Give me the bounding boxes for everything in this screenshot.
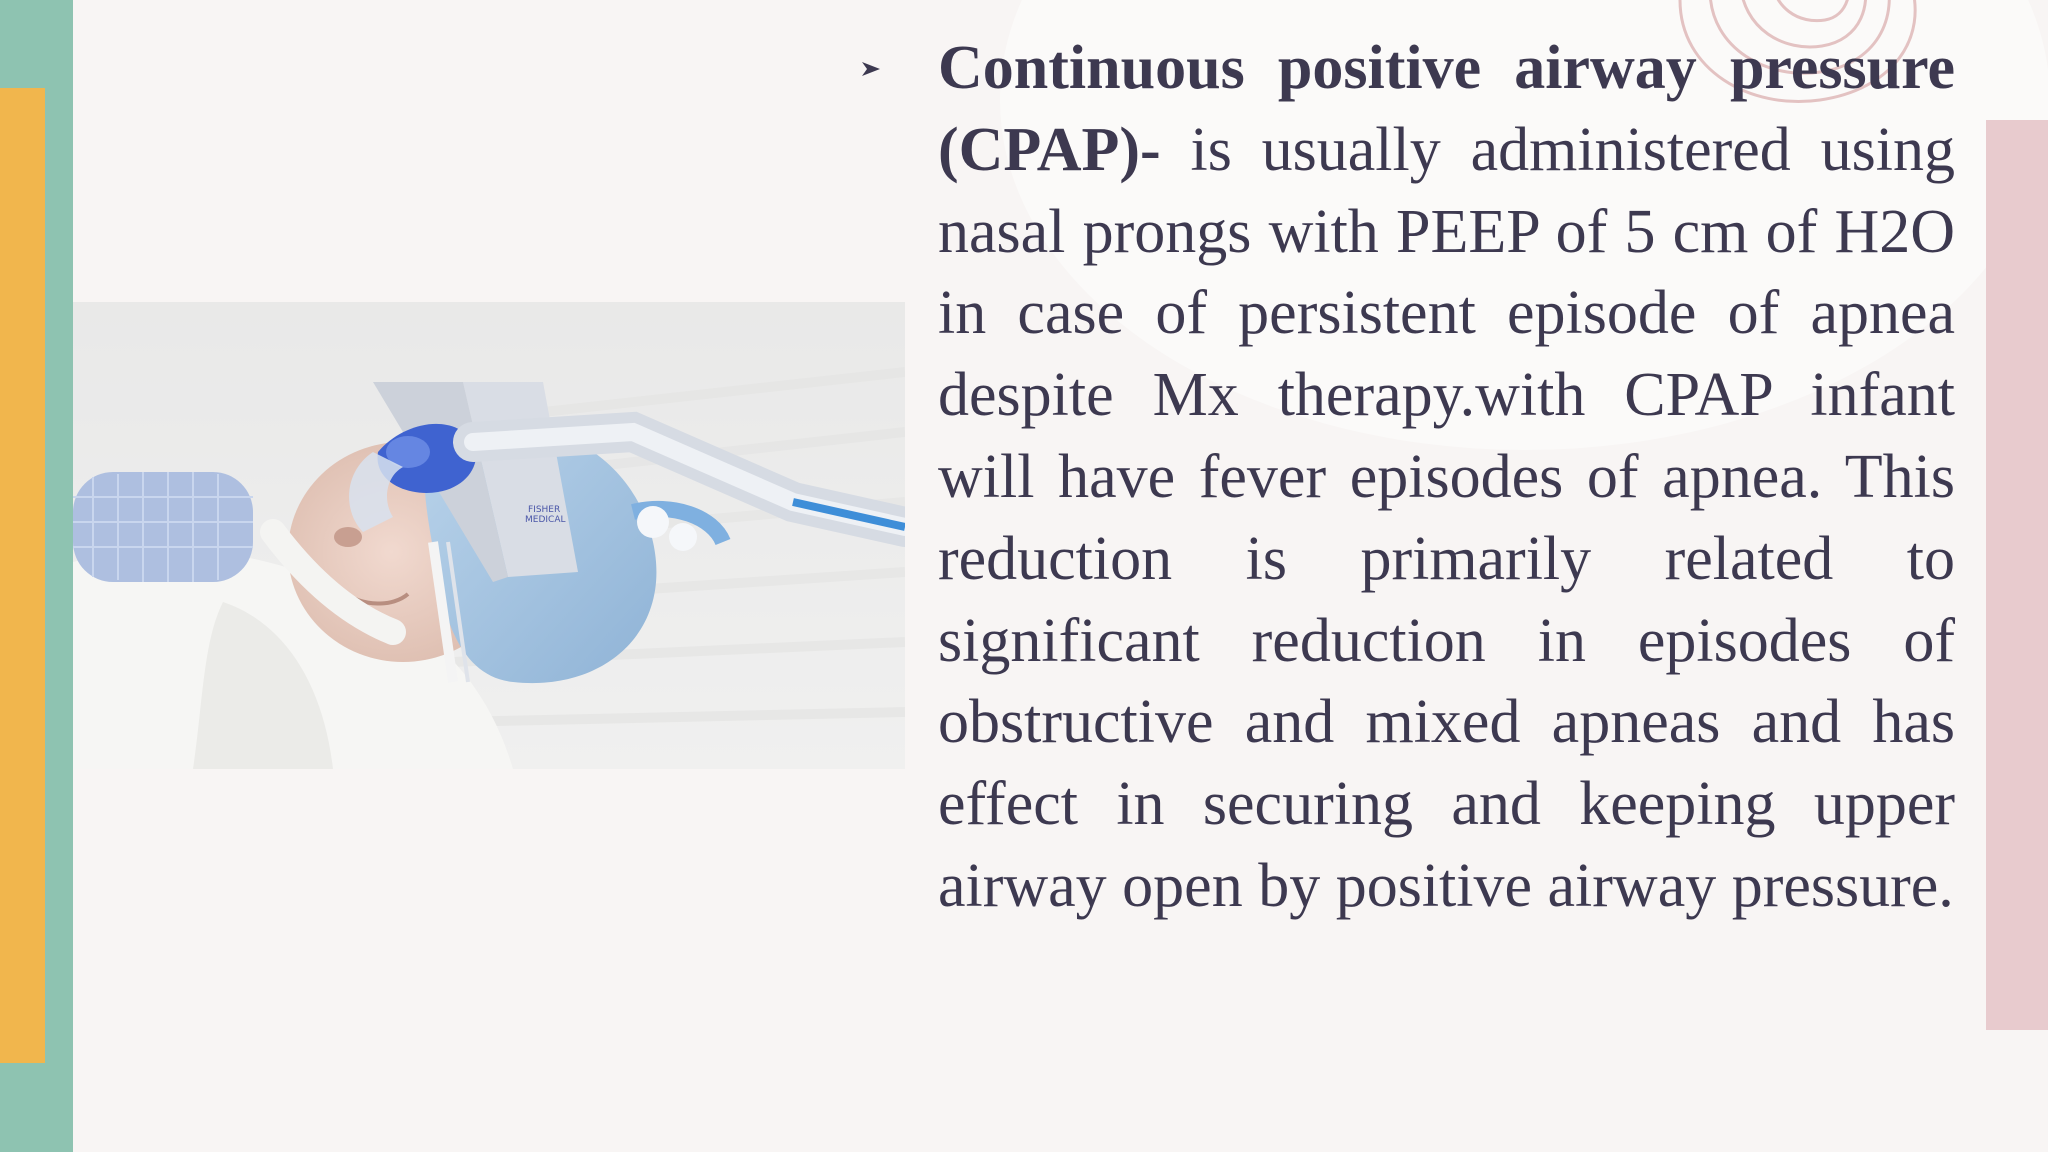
arrowhead-bullet-icon: [860, 58, 882, 80]
bullet-term: Continuous positive airway pressure (CPAP)-: [938, 34, 1955, 184]
infant-cpap-photo: [73, 302, 905, 769]
bullet-list: [860, 28, 1955, 928]
bullet-body: is usually administered using nasal prongs with PEEP of 5 cm of H2O in case of persistent episode of apnea despite Mx therapy.with CPAP infant will have fever episodes of apnea. This reduction is primarily related to significant reduction in episodes of obstructive and mixed apneas and has effect in securing and keeping upper airway open by positive airway pressure.: [938, 115, 1955, 920]
bullet-item: [860, 28, 1955, 928]
left-orange-bar: [0, 88, 45, 1063]
bullet-paragraph: [938, 28, 1955, 928]
right-pink-bar: [1986, 120, 2048, 1030]
device-label-1: FISHER: [528, 505, 561, 515]
device-label-2: MEDICAL: [525, 515, 566, 525]
